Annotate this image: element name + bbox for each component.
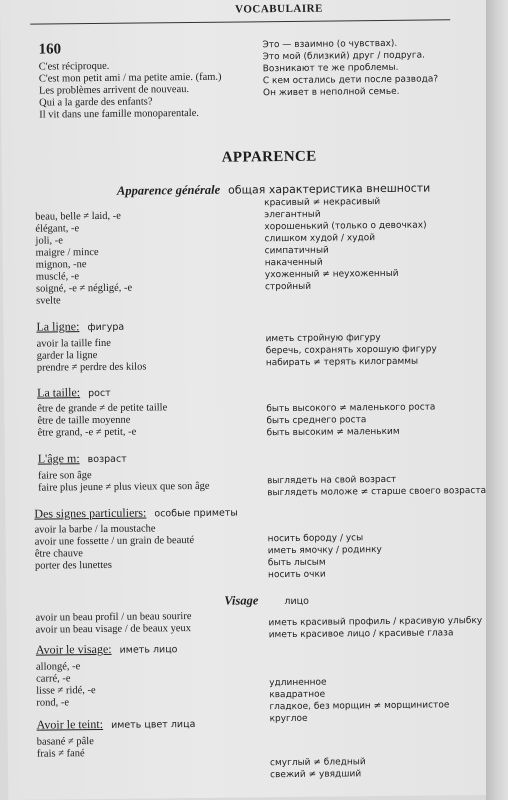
list-item: Les problèmes arrivent de nouveau. — [38, 84, 190, 97]
list-item: выглядеть на свой возраст — [267, 474, 397, 487]
list-item: иметь красивое лицо / красивые глаза — [268, 628, 454, 641]
list-item: basané ≠ pâle — [36, 736, 94, 748]
list-item: иметь красивый профиль / красивую улыбку — [268, 615, 483, 629]
teint-ru-list — [270, 756, 366, 781]
list-item: элегантный — [264, 209, 321, 221]
general-ru-list — [264, 196, 427, 294]
list-item: носить очки — [267, 569, 326, 581]
list-item: avoir une fossette / un grain de beauté — [34, 534, 195, 548]
list-item: быть среднего роста — [266, 415, 367, 427]
top-ru-list — [262, 37, 438, 99]
avoir-visage-ru-list — [269, 675, 449, 725]
list-item: быть лысым — [267, 557, 326, 569]
teint-heading — [36, 714, 195, 734]
list-item: С кем остались дети после развода? — [262, 74, 439, 87]
list-item: C'est mon petit ami / ma petite amie. (fam.) — [38, 71, 222, 85]
visage-title-ru: лицо — [284, 595, 309, 608]
list-item: musclé, -e — [35, 271, 80, 283]
section-title: APPARENCE — [221, 148, 317, 166]
list-item: накаченный — [264, 257, 323, 269]
list-item: Qui a la garde des enfants? — [39, 96, 153, 109]
signes-title-ru: особые приметы — [154, 507, 238, 520]
ligne-title: La ligne: — [36, 319, 80, 334]
ligne-ru-list — [266, 331, 437, 369]
list-item: симпатичный — [264, 245, 329, 257]
list-item: красивый ≠ некрасивый — [264, 197, 381, 209]
taille-title-ru: рост — [88, 387, 111, 400]
avoir-visage-fr-list — [36, 661, 96, 710]
avoir-visage-title: Avoir le visage: — [35, 641, 112, 657]
list-item: prendre ≠ perdre des kilos — [36, 361, 147, 374]
age-fr-list — [38, 469, 210, 495]
list-item: avoir un beau profil / un beau sourire — [35, 611, 192, 624]
list-item: avoir un beau visage / de beaux yeux — [35, 623, 192, 636]
list-item: удлиненное — [269, 677, 327, 689]
list-item: avoir la barbe / la moustache — [34, 523, 156, 536]
list-item: frais ≠ fané — [36, 748, 85, 760]
list-item: carré, -e — [36, 673, 71, 685]
taille-title: La taille: — [37, 385, 81, 400]
avoir-visage-heading — [36, 639, 178, 658]
list-item: Он живет в неполной семье. — [262, 86, 400, 99]
ligne-heading — [36, 317, 124, 336]
taille-ru-list — [266, 401, 435, 439]
list-item: носить бороду / усы — [267, 533, 364, 545]
top-fr-list — [39, 60, 222, 122]
signes-title: Des signes particuliers: — [34, 505, 147, 521]
list-item: Возникают те же проблемы. — [262, 62, 399, 75]
list-item: lisse ≠ ridé, -e — [36, 685, 96, 697]
list-item: выглядеть моложе ≠ старше своего возраста — [267, 485, 487, 499]
visage-title: Visage — [224, 593, 259, 608]
page-number: 160 — [38, 41, 62, 58]
list-item: иметь ямочку / родинку — [267, 545, 382, 557]
list-item: être de taille moyenne — [37, 414, 131, 427]
list-item: гладкое, без морщин ≠ морщинистое — [269, 700, 450, 713]
list-item: квадратное — [269, 689, 326, 701]
list-item: иметь стройную фигуру — [265, 333, 381, 345]
list-item: смуглый ≠ бледный — [269, 757, 366, 769]
list-item: être grand, -e ≠ petit, -e — [37, 426, 137, 439]
signes-heading — [34, 503, 238, 523]
taille-fr-list — [37, 402, 167, 439]
list-item: beau, belle ≠ laid, -e — [35, 210, 121, 223]
list-item: svelte — [36, 295, 61, 307]
list-item: Это — взаимно (о чувствах). — [262, 38, 398, 51]
list-item: Это мой (близкий) друг / подруга. — [262, 50, 426, 63]
age-title: L'âge m: — [37, 451, 80, 466]
general-title: Apparence générale — [116, 182, 221, 198]
list-item: стройный — [264, 281, 312, 293]
visage-fr-list — [35, 611, 191, 637]
list-item: garder la ligne — [36, 350, 98, 362]
list-item: беречь, сохранять хорошую фигуру — [265, 344, 437, 357]
list-item: Il vit dans une famille monoparentale. — [39, 107, 200, 121]
list-item: porter des lunettes — [34, 559, 112, 572]
general-title-ru: общая характеристика внешности — [228, 181, 431, 197]
teint-title-ru: иметь цвет лица — [110, 718, 196, 731]
list-item: ухоженный ≠ неухоженный — [264, 268, 399, 281]
list-item: élégant, -e — [35, 223, 80, 235]
taille-heading — [37, 383, 111, 402]
signes-ru-list — [268, 532, 383, 581]
list-item: allongé, -e — [35, 661, 81, 673]
list-item: хорошенький (только о девочках) — [264, 220, 427, 233]
list-item: набирать ≠ терять килограммы — [265, 356, 419, 369]
list-item: быть высоким ≠ маленьким — [266, 426, 400, 439]
list-item: avoir la taille fine — [36, 337, 112, 350]
list-item: слишком худой / худой — [264, 233, 376, 245]
list-item: être de grande ≠ de petite taille — [37, 402, 168, 415]
ligne-title-ru: фигура — [87, 321, 125, 334]
list-item: rond, -e — [36, 697, 70, 709]
age-heading — [38, 449, 127, 468]
teint-title: Avoir le teint: — [36, 716, 104, 732]
list-item: faire plus jeune ≠ plus vieux que son âge — [38, 480, 210, 494]
list-item: être chauve — [34, 548, 83, 560]
signes-fr-list — [34, 523, 194, 573]
list-item: soigné, -e ≠ négligé, -e — [35, 282, 133, 295]
list-item: быть высокого ≠ маленького роста — [266, 402, 436, 415]
list-item: joli, -e — [35, 235, 64, 247]
teint-fr-list — [37, 736, 94, 761]
header-rule — [30, 19, 450, 24]
running-header: VOCABULAIRE — [235, 2, 323, 16]
list-item: maigre / mince — [35, 246, 99, 259]
age-title-ru: возраст — [87, 453, 127, 466]
list-item: mignon, -ne — [35, 259, 87, 271]
list-item: C'est réciproque. — [38, 60, 110, 73]
avoir-visage-title-ru: иметь лицо — [119, 644, 178, 656]
list-item: faire son âge — [37, 470, 92, 482]
list-item: круглое — [269, 713, 308, 725]
visage-ru-list — [268, 615, 482, 641]
ligne-fr-list — [37, 337, 147, 374]
age-ru-list — [267, 473, 486, 499]
general-fr-list — [35, 211, 132, 308]
list-item: свежий ≠ увядший — [270, 769, 362, 781]
adjacent-page-edge — [486, 0, 508, 800]
visage-heading — [224, 591, 309, 610]
